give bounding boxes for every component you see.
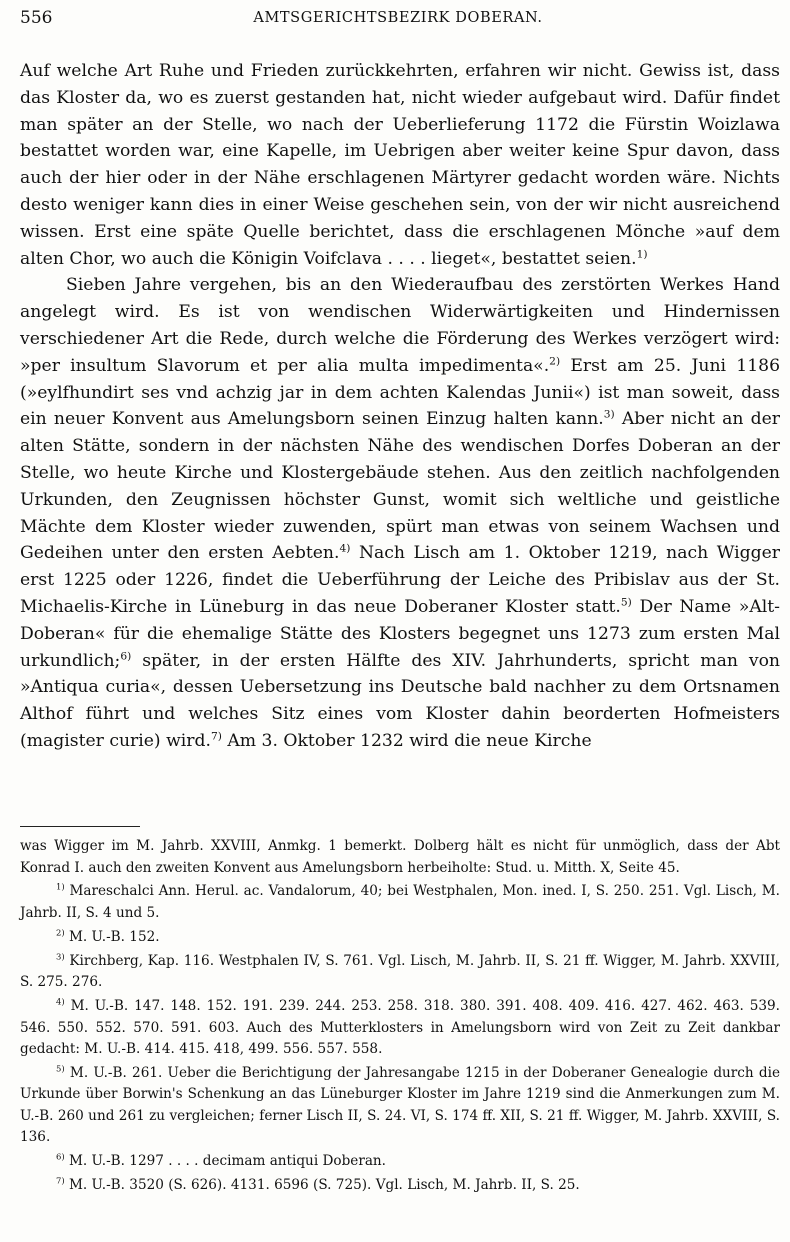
footnote-text: Mareschalci Ann. Herul. ac. Vandalorum, 40; bei Westphalen, Mon. ined. I, S. 250. 251. Vgl. Lisch, M. Jahrb. II, S. 4 und 5. — [20, 883, 780, 921]
footnote-marker: 2) — [56, 927, 65, 938]
footnote-text: M. U.-B. 1297 . . . . decimam antiqui Doberan. — [64, 1153, 386, 1170]
footnote-text: M. U.-B. 3520 (S. 626). 4131. 6596 (S. 725). Vgl. Lisch, M. Jahrb. II, S. 25. — [64, 1177, 580, 1194]
footnotes — [20, 836, 780, 1199]
paragraph-2-text-a: Sieben Jahre vergehen, bis an den Wiederaufbau des zerstörten Werkes Hand angelegt wird. Es ist von wendischen Widerwärtigkeiten und Hindernissen verschiedener Art die Rede, durch welche die Förderung des Werkes verzögert wird: »per insultum Slavorum et per alia multa impedimenta«. — [20, 275, 780, 376]
footnote-text: M. U.-B. 152. — [64, 928, 160, 945]
footnote-ref-5: 5) — [620, 595, 632, 609]
page-header — [20, 6, 776, 30]
footnote-marker: 1) — [56, 881, 65, 892]
footnote-text: M. U.-B. 261. Ueber die Berichtigung der Jahresangabe 1215 in der Doberaner Genealogie durch die Urkunde über Borwin's Schenkung an das Lüneburger Kloster im Jahre 1219 sind die Anmerkungen zum M. U.-B. 260 und 261 zu vergleichen; ferner Lisch II, S. 24. VI, S. 174 ff. XII, S. 21 ff. Wigger, M. Jahrb. XXVIII, S. 136. — [20, 1064, 780, 1146]
footnote-ref-2: 2) — [549, 354, 561, 368]
footnote-marker: 3) — [56, 951, 65, 962]
footnote-7 — [20, 1175, 780, 1197]
footnote-3 — [20, 951, 780, 994]
footnote-1 — [20, 881, 780, 924]
footnote-ref-3: 3) — [603, 407, 615, 421]
footnote-ref-7: 7) — [210, 729, 222, 743]
footnote-marker: 5) — [56, 1063, 65, 1074]
footnote-ref-6: 6) — [120, 648, 132, 662]
footnote-divider — [20, 826, 140, 827]
footnote-marker: 7) — [56, 1175, 65, 1186]
footnote-continuation: was Wigger im M. Jahrb. XXVIII, Anmkg. 1 bemerkt. Dolberg hält es nicht für unmöglich, dass der Abt Konrad I. auch den zweiten Konvent aus Amelungsborn herbeiholte: Stud. u. Mitth. X, Seite 45. — [20, 838, 780, 876]
footnote-ref-4: 4) — [339, 541, 351, 555]
footnote-marker: 6) — [56, 1151, 65, 1162]
paragraph-2 — [20, 272, 780, 754]
footnote-6 — [20, 1151, 780, 1173]
paragraph-2-text-b: Erst am 25. Juni 1186 (»eylfhundirt ses vnd achzig jar in dem achten Kalendas Junii«) ist man soweit, dass ein neuer Konvent aus Amelungsborn seinen Einzug halten kann. — [20, 355, 781, 430]
page-number: 556 — [20, 8, 53, 28]
main-text — [20, 58, 780, 755]
footnote-ref-1: 1) — [636, 246, 648, 260]
paragraph-2-text-f: später, in der ersten Hälfte des XIV. Jahrhunderts, spricht man von »Antiqua curia«, dessen Uebersetzung ins Deutsche bald nachher zu dem Ortsnamen Althof führt und welches Sitz eines vom Kloster dahin beorderten Hofmeisters (magister curie) wird. — [20, 650, 780, 751]
paragraph-2-text-c: Aber nicht an der alten Stätte, sondern in der nächsten Nähe des wendischen Dorfes Doberan an der Stelle, wo heute Kirche und Klostergebäude stehen. Aus den zeitlich nachfolgenden Urkunden, den Zeugnissen höchster Gunst, womit sich weltliche und geistliche Mächte dem Kloster wieder zuwenden, spürt man etwas von seinem Wachsen und Gedeihen unter den ersten Aebten. — [20, 409, 780, 564]
footnote-5 — [20, 1063, 780, 1149]
footnote-4 — [20, 996, 780, 1061]
footnote-text: Kirchberg, Kap. 116. Westphalen IV, S. 761. Vgl. Lisch, M. Jahrb. II, S. 21 ff. Wigger, M. Jahrb. XXVIII, S. 275. 276. — [20, 952, 780, 991]
running-title: AMTSGERICHTSBEZIRK DOBERAN. — [253, 10, 543, 26]
paragraph-1 — [20, 58, 780, 272]
paragraph-2-text-d: Nach Lisch am 1. Oktober 1219, nach Wigger erst 1225 oder 1226, findet die Ueberführung der Leiche des Pribislav aus der St. Michaelis-Kirche in Lüneburg in das neue Doberaner Kloster statt. — [20, 543, 780, 617]
footnote-text: M. U.-B. 147. 148. 152. 191. 239. 244. 253. 258. 318. 380. 391. 408. 409. 416. 427. 462. 463. 539. 546. 550. 552. 570. 591. 603. Auch des Mutterklosters in Amelungsborn wird von Zeit zu Zeit dankbar gedacht: M. U.-B. 414. 415. 418, 499. 556. 557. 558. — [20, 998, 780, 1058]
paragraph-2-text-g: Am 3. Oktober 1232 wird die neue Kirche — [221, 730, 592, 751]
paragraph-2-text-e: Der Name »Alt-Doberan« für die ehemalige Stätte des Klosters begegnet uns 1273 zum ersten Mal urkundlich; — [20, 596, 780, 671]
footnote-2 — [20, 927, 780, 949]
footnote-marker: 4) — [56, 996, 65, 1007]
paragraph-1-text: Auf welche Art Ruhe und Frieden zurückkehrten, erfahren wir nicht. Gewiss ist, dass das Kloster da, wo es zuerst gestanden hat, nicht wieder aufgebaut wird. Dafür findet man später an der Stelle, wo nach der Ueberlieferung 1172 die Fürstin Woizlawa bestattet worden war, eine Kapelle, im Uebrigen aber weiter keine Spur davon, dass auch der hier oder in der Nähe erschlagenen Märtyrer gedacht worden wäre. Nichts desto weniger kann dies in einer Weise geschehen sein, von der wir nicht ausreichend wissen. Erst eine späte Quelle berichtet, dass die erschlagenen Mönche »auf dem alten Chor, wo auch die Königin Voifclava . . . . lieget«, bestattet seien. — [20, 61, 780, 269]
